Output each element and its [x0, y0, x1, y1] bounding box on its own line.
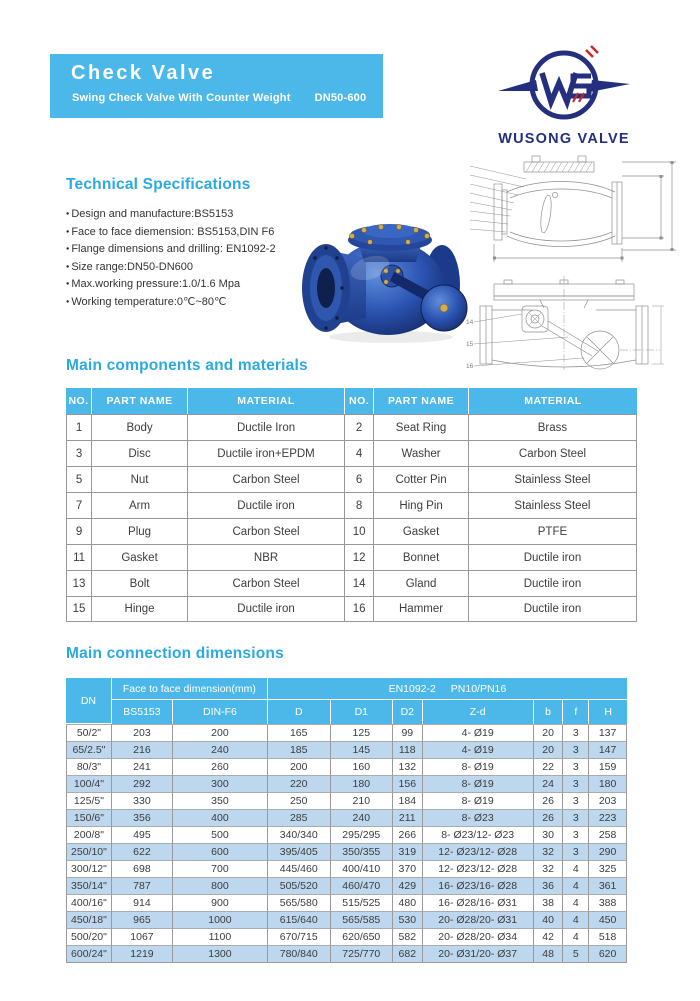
column-header-b: b: [533, 700, 563, 724]
table-row: [66, 414, 637, 440]
table-cell: 159: [588, 758, 627, 775]
table-cell: 3: [562, 775, 588, 792]
column-header-d1: D1: [330, 700, 392, 724]
table-cell: Gasket: [373, 518, 468, 544]
table-cell: 388: [588, 894, 627, 911]
table-row: [66, 792, 627, 809]
table-row: [66, 724, 627, 741]
table-cell: 118: [392, 741, 422, 758]
table-cell: 30: [533, 826, 563, 843]
table-row: [66, 758, 627, 775]
table-cell: 38: [533, 894, 563, 911]
table-cell: 250/10": [66, 843, 111, 860]
column-header-no1: NO.: [66, 388, 91, 414]
table-cell: 13: [66, 570, 91, 596]
table-cell: 8: [344, 492, 373, 518]
table-cell: 165: [267, 724, 330, 741]
table-cell: 518: [588, 928, 627, 945]
table-cell: 620/650: [330, 928, 392, 945]
table-cell: 20: [533, 724, 563, 741]
table-cell: Seat Ring: [373, 414, 468, 440]
table-cell: Plug: [91, 518, 187, 544]
table-cell: 20- Ø28/20- Ø34: [422, 928, 533, 945]
table-cell: 350/355: [330, 843, 392, 860]
table-cell: 203: [111, 724, 172, 741]
table-cell: Carbon Steel: [468, 440, 637, 466]
table-cell: 180: [588, 775, 627, 792]
table-cell: Ductile iron: [468, 544, 637, 570]
table-cell: 266: [392, 826, 422, 843]
column-group-en1092: EN1092-2 PN10/PN16: [267, 678, 627, 700]
table-cell: 1100: [172, 928, 267, 945]
table-cell: Ductile iron: [468, 570, 637, 596]
table-cell: 12- Ø23/12- Ø28: [422, 843, 533, 860]
table-cell: Carbon Steel: [187, 466, 344, 492]
table-cell: 16- Ø28/16- Ø31: [422, 894, 533, 911]
table-row: [66, 877, 627, 894]
table-cell: 20- Ø28/20- Ø31: [422, 911, 533, 928]
table-cell: 500: [172, 826, 267, 843]
section-heading-dimensions: Main connection dimensions: [66, 645, 284, 662]
table-cell: 325: [588, 860, 627, 877]
table-cell: 99: [392, 724, 422, 741]
table-cell: 6: [344, 466, 373, 492]
table-cell: 40: [533, 911, 563, 928]
column-header-zd: Z-d: [422, 700, 533, 724]
table-cell: 450: [588, 911, 627, 928]
table-cell: 300: [172, 775, 267, 792]
table-row: [66, 570, 637, 596]
table-cell: 800: [172, 877, 267, 894]
table-cell: 3: [562, 758, 588, 775]
table-cell: 220: [267, 775, 330, 792]
table-cell: 26: [533, 792, 563, 809]
spec-item: ● Size range:DN50-DN600: [66, 259, 306, 277]
table-cell: 26: [533, 809, 563, 826]
table-cell: 9: [66, 518, 91, 544]
table-cell: 670/715: [267, 928, 330, 945]
column-header-material1: MATERIAL: [187, 388, 344, 414]
table-cell: 200: [172, 724, 267, 741]
table-cell: Ductile iron: [468, 596, 637, 622]
table-row: [66, 911, 627, 928]
table-cell: 565/580: [267, 894, 330, 911]
table-cell: 20- Ø31/20- Ø37: [422, 945, 533, 963]
table-cell: 240: [330, 809, 392, 826]
table-cell: 725/770: [330, 945, 392, 963]
column-header-part2: PART NAME: [373, 388, 468, 414]
table-cell: 450/18": [66, 911, 111, 928]
table-cell: 200: [267, 758, 330, 775]
column-header-h: H: [588, 700, 627, 724]
table-cell: Gasket: [91, 544, 187, 570]
section-heading-specs: Technical Specifications: [66, 176, 251, 193]
table-cell: Ductile iron+EPDM: [187, 440, 344, 466]
size-range: DN50-600: [314, 92, 367, 104]
table-cell: 370: [392, 860, 422, 877]
table-cell: 4: [562, 894, 588, 911]
table-cell: 125: [330, 724, 392, 741]
table-cell: 132: [392, 758, 422, 775]
table-cell: 622: [111, 843, 172, 860]
table-row: [66, 544, 637, 570]
table-cell: 914: [111, 894, 172, 911]
table-cell: 290: [588, 843, 627, 860]
table-cell: 216: [111, 741, 172, 758]
table-cell: Gland: [373, 570, 468, 596]
table-cell: 156: [392, 775, 422, 792]
table-cell: 3: [562, 741, 588, 758]
table-cell: 445/460: [267, 860, 330, 877]
table-cell: 22: [533, 758, 563, 775]
table-cell: 211: [392, 809, 422, 826]
table-cell: Cotter Pin: [373, 466, 468, 492]
table-row: [66, 860, 627, 877]
table-cell: 10: [344, 518, 373, 544]
column-header-no2: NO.: [344, 388, 373, 414]
table-cell: Carbon Steel: [187, 570, 344, 596]
table-cell: 400: [172, 809, 267, 826]
table-row: [66, 466, 637, 492]
table-cell: 20: [533, 741, 563, 758]
table-cell: 160: [330, 758, 392, 775]
table-row: [66, 843, 627, 860]
table-cell: 1: [66, 414, 91, 440]
table-header-row: [66, 388, 637, 414]
table-cell: 400/410: [330, 860, 392, 877]
table-cell: 350: [172, 792, 267, 809]
table-cell: Disc: [91, 440, 187, 466]
column-header-material2: MATERIAL: [468, 388, 637, 414]
product-subtitle-row: [72, 92, 366, 104]
table-row: [66, 518, 637, 544]
table-cell: 2: [344, 414, 373, 440]
spec-item: ● Face to face diemension: BS5153,DIN F6: [66, 224, 306, 242]
table-cell: 12- Ø23/12- Ø28: [422, 860, 533, 877]
table-cell: 11: [66, 544, 91, 570]
table-cell: PTFE: [468, 518, 637, 544]
table-cell: 250: [267, 792, 330, 809]
drawing-callout-arm: 15: [466, 341, 474, 348]
table-cell: Ductile Iron: [187, 414, 344, 440]
table-cell: 223: [588, 809, 627, 826]
table-cell: 565/585: [330, 911, 392, 928]
column-group-face-to-face: Face to face dimension(mm): [111, 678, 267, 700]
table-cell: 530: [392, 911, 422, 928]
spec-item: ● Max.working pressure:1.0/1.6 Mpa: [66, 276, 306, 294]
table-cell: 150/6": [66, 809, 111, 826]
table-cell: 300/12": [66, 860, 111, 877]
table-cell: 8- Ø19: [422, 758, 533, 775]
table-cell: Body: [91, 414, 187, 440]
column-header-bs5153: BS5153: [111, 700, 172, 724]
product-subtitle: Swing Check Valve With Counter Weight: [72, 92, 291, 104]
table-row: [66, 826, 627, 843]
table-row: [66, 809, 627, 826]
table-cell: 100/4": [66, 775, 111, 792]
table-cell: 180: [330, 775, 392, 792]
table-row: [66, 440, 637, 466]
table-row: [66, 945, 627, 963]
table-cell: 137: [588, 724, 627, 741]
table-cell: Arm: [91, 492, 187, 518]
table-cell: 582: [392, 928, 422, 945]
table-cell: 8- Ø23/12- Ø23: [422, 826, 533, 843]
table-cell: Bolt: [91, 570, 187, 596]
table-cell: 65/2.5": [66, 741, 111, 758]
spec-item: ● Design and manufacture:BS5153: [66, 206, 306, 224]
table-cell: 429: [392, 877, 422, 894]
table-cell: 15: [66, 596, 91, 622]
table-cell: 500/20": [66, 928, 111, 945]
table-row: [66, 596, 637, 622]
table-row: [66, 894, 627, 911]
valve-photo-image: [296, 190, 468, 345]
column-header-f: f: [562, 700, 588, 724]
table-cell: 395/405: [267, 843, 330, 860]
table-cell: 4- Ø19: [422, 724, 533, 741]
brand-name: WUSONG VALVE: [498, 131, 630, 147]
table-cell: 16: [344, 596, 373, 622]
table-cell: Stainless Steel: [468, 492, 637, 518]
table-cell: Hing Pin: [373, 492, 468, 518]
table-header-group-row: [66, 678, 627, 700]
table-cell: 295/295: [330, 826, 392, 843]
column-header-d: D: [267, 700, 330, 724]
table-header-sub-row: [66, 700, 627, 724]
table-cell: 600: [172, 843, 267, 860]
table-cell: 147: [588, 741, 627, 758]
table-cell: 1300: [172, 945, 267, 963]
column-header-part1: PART NAME: [91, 388, 187, 414]
table-cell: 350/14": [66, 877, 111, 894]
table-cell: 319: [392, 843, 422, 860]
table-cell: 145: [330, 741, 392, 758]
table-cell: 292: [111, 775, 172, 792]
table-cell: Washer: [373, 440, 468, 466]
table-cell: 900: [172, 894, 267, 911]
table-cell: 8- Ø19: [422, 775, 533, 792]
table-cell: 620: [588, 945, 627, 963]
table-cell: 5: [66, 466, 91, 492]
table-cell: 185: [267, 741, 330, 758]
table-cell: 460/470: [330, 877, 392, 894]
table-cell: 600/24": [66, 945, 111, 963]
table-cell: 80/3": [66, 758, 111, 775]
table-cell: 4: [562, 911, 588, 928]
table-cell: 495: [111, 826, 172, 843]
table-cell: 4- Ø19: [422, 741, 533, 758]
table-cell: 330: [111, 792, 172, 809]
table-cell: 8- Ø23: [422, 809, 533, 826]
table-cell: 5: [562, 945, 588, 963]
table-cell: 16- Ø23/16- Ø28: [422, 877, 533, 894]
table-row: [66, 928, 627, 945]
table-cell: 480: [392, 894, 422, 911]
table-cell: 4: [344, 440, 373, 466]
table-cell: 356: [111, 809, 172, 826]
table-cell: 48: [533, 945, 563, 963]
table-cell: 698: [111, 860, 172, 877]
table-cell: 50/2": [66, 724, 111, 741]
table-row: [66, 741, 627, 758]
table-cell: 285: [267, 809, 330, 826]
table-cell: 184: [392, 792, 422, 809]
table-cell: Brass: [468, 414, 637, 440]
spec-list: [66, 206, 306, 312]
table-cell: 203: [588, 792, 627, 809]
product-title: Check Valve: [71, 62, 216, 84]
table-cell: 4: [562, 860, 588, 877]
table-cell: 965: [111, 911, 172, 928]
table-cell: Nut: [91, 466, 187, 492]
table-cell: 3: [562, 792, 588, 809]
table-cell: 4: [562, 928, 588, 945]
table-cell: 400/16": [66, 894, 111, 911]
table-cell: 210: [330, 792, 392, 809]
column-header-d2: D2: [392, 700, 422, 724]
table-cell: 505/520: [267, 877, 330, 894]
components-table: [66, 388, 637, 622]
table-cell: 1067: [111, 928, 172, 945]
table-cell: NBR: [187, 544, 344, 570]
table-cell: 24: [533, 775, 563, 792]
table-cell: 1219: [111, 945, 172, 963]
header-banner: [50, 54, 383, 118]
section-heading-components: Main components and materials: [66, 357, 308, 374]
brand-logo: [498, 38, 630, 150]
table-cell: 4: [562, 877, 588, 894]
table-cell: 615/640: [267, 911, 330, 928]
table-cell: 700: [172, 860, 267, 877]
table-cell: 258: [588, 826, 627, 843]
table-cell: Hinge: [91, 596, 187, 622]
table-cell: 32: [533, 843, 563, 860]
table-row: [66, 492, 637, 518]
table-cell: 241: [111, 758, 172, 775]
drawing-callout-hinge: 14: [466, 319, 474, 326]
table-cell: 32: [533, 860, 563, 877]
spec-item: ● Working temperature:0℃~80℃: [66, 294, 306, 312]
table-cell: 3: [562, 724, 588, 741]
table-cell: 125/5": [66, 792, 111, 809]
table-cell: 7: [66, 492, 91, 518]
table-cell: 42: [533, 928, 563, 945]
table-cell: 240: [172, 741, 267, 758]
column-header-dn: DN: [66, 678, 111, 724]
column-header-dinf6: DIN-F6: [172, 700, 267, 724]
table-cell: 780/840: [267, 945, 330, 963]
table-cell: 260: [172, 758, 267, 775]
table-cell: Hammer: [373, 596, 468, 622]
table-cell: 3: [562, 809, 588, 826]
technical-drawing-image: [466, 152, 694, 372]
table-cell: 8- Ø19: [422, 792, 533, 809]
dimensions-table: [66, 678, 627, 963]
table-row: [66, 775, 627, 792]
table-cell: 3: [562, 843, 588, 860]
table-cell: 1000: [172, 911, 267, 928]
table-cell: Stainless Steel: [468, 466, 637, 492]
logo-mark-icon: [498, 38, 630, 150]
drawing-callout-hammer: 16: [466, 363, 474, 370]
table-cell: 682: [392, 945, 422, 963]
table-cell: 3: [562, 826, 588, 843]
table-cell: Ductile iron: [187, 596, 344, 622]
table-cell: 340/340: [267, 826, 330, 843]
table-cell: Bonnet: [373, 544, 468, 570]
table-cell: 787: [111, 877, 172, 894]
table-cell: Carbon Steel: [187, 518, 344, 544]
spec-item: ● Flange dimensions and drilling: EN1092-2: [66, 241, 306, 259]
table-cell: 361: [588, 877, 627, 894]
table-cell: Ductile iron: [187, 492, 344, 518]
table-cell: 515/525: [330, 894, 392, 911]
table-cell: 12: [344, 544, 373, 570]
table-cell: 3: [66, 440, 91, 466]
table-cell: 14: [344, 570, 373, 596]
table-cell: 200/8": [66, 826, 111, 843]
table-cell: 36: [533, 877, 563, 894]
